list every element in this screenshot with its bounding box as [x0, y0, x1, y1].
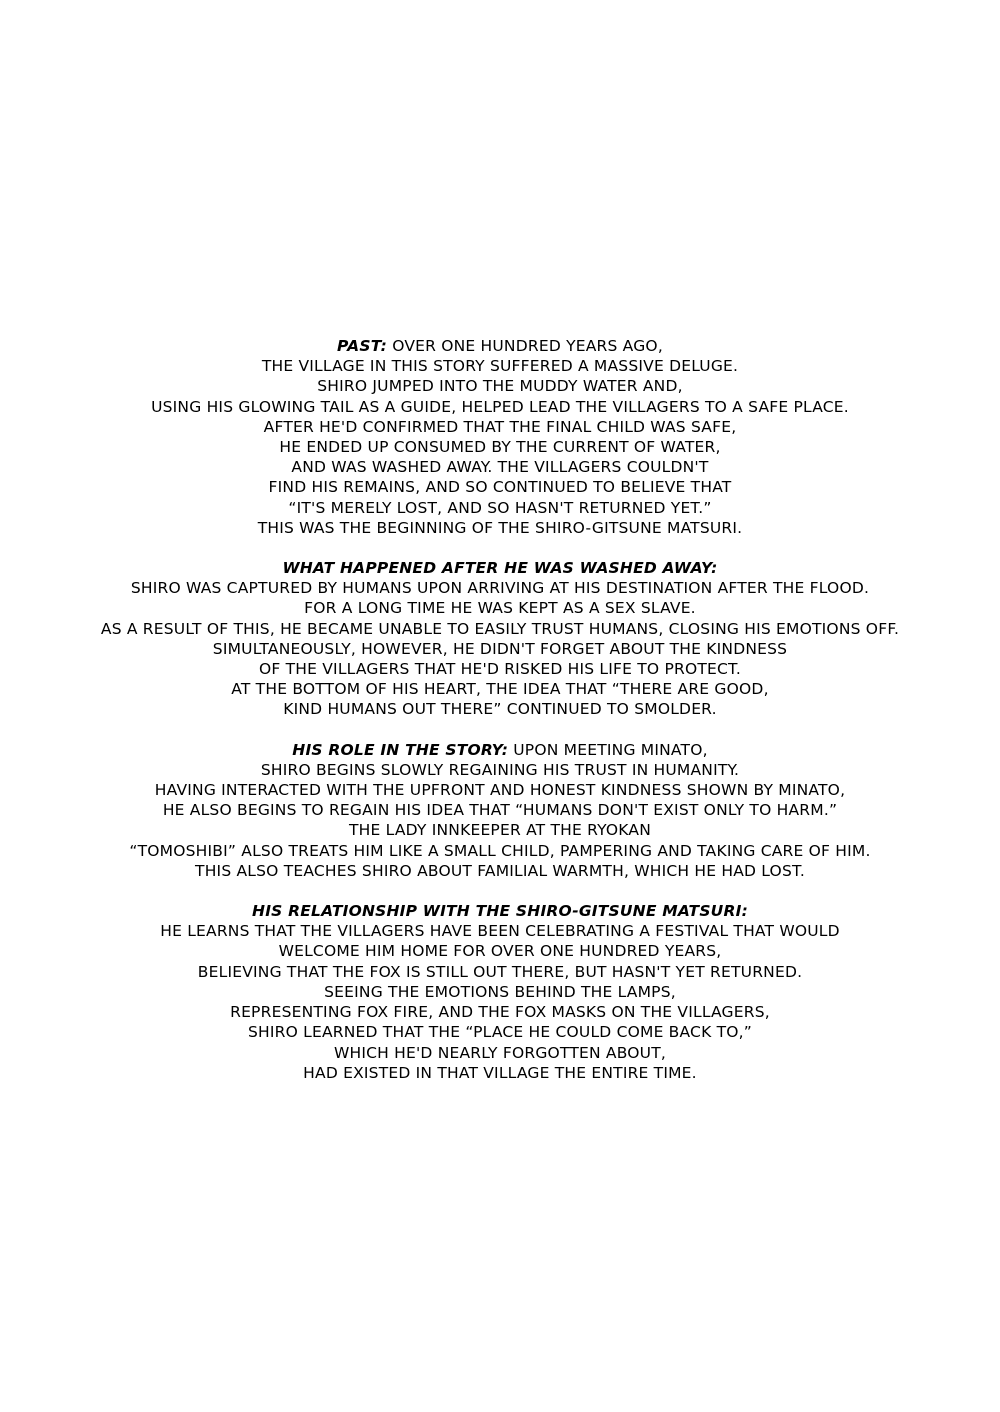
line-text: THIS ALSO TEACHES SHIRO ABOUT FAMILIAL WARMTH, WHICH HE HAD LOST.: [195, 861, 805, 880]
line-text: HE ENDED UP CONSUMED BY THE CURRENT OF WATER,: [279, 438, 721, 457]
line-text: THE VILLAGE IN THIS STORY SUFFERED A MASSIVE DELUGE.: [261, 357, 739, 376]
line-text: FOR A LONG TIME HE WAS KEPT AS A SEX SLAVE.: [304, 599, 696, 618]
line-text: SEEING THE EMOTIONS BEHIND THE LAMPS,: [324, 982, 676, 1001]
line-text: WHICH HE'D NEARLY FORGOTTEN ABOUT,: [333, 1043, 667, 1062]
line-text: FIND HIS REMAINS, AND SO CONTINUED TO BELIEVE THAT: [268, 478, 732, 497]
line-text: HAVING INTERACTED WITH THE UPFRONT AND HONEST KINDNESS SHOWN BY MINATO,: [154, 781, 846, 800]
line-text: AFTER HE'D CONFIRMED THAT THE FINAL CHILD WAS SAFE,: [263, 417, 737, 436]
line-text: KIND HUMANS OUT THERE” CONTINUED TO SMOLDER.: [283, 700, 717, 719]
section-heading: PAST:: [337, 337, 388, 355]
line-text: OVER ONE HUNDRED YEARS AGO,: [387, 337, 663, 355]
line-text: AT THE BOTTOM OF HIS HEART, THE IDEA THAT “THERE ARE GOOD,: [231, 680, 769, 699]
section-heading: HIS RELATIONSHIP WITH THE SHIRO-GITSUNE MATSURI:: [252, 902, 748, 921]
line-text: “IT'S MERELY LOST, AND SO HASN'T RETURNED YET.”: [288, 498, 712, 517]
section-heading: HIS ROLE IN THE STORY:: [292, 740, 509, 759]
line-text: UPON MEETING MINATO,: [508, 740, 708, 759]
section-after-washed-away: [0, 558, 1000, 720]
section-line: [0, 336, 1000, 356]
section-relationship-with-matsuri: [0, 901, 1000, 1083]
line-text: USING HIS GLOWING TAIL AS A GUIDE, HELPED LEAD THE VILLAGERS TO A SAFE PLACE.: [151, 397, 849, 416]
line-text: AND WAS WASHED AWAY. THE VILLAGERS COULDN'T: [291, 458, 709, 477]
line-text: HE ALSO BEGINS TO REGAIN HIS IDEA THAT “HUMANS DON'T EXIST ONLY TO HARM.”: [162, 801, 838, 820]
line-text: SHIRO BEGINS SLOWLY REGAINING HIS TRUST IN HUMANITY.: [260, 760, 740, 779]
line-text: THE LADY INNKEEPER AT THE RYOKAN: [349, 821, 651, 840]
line-text: HE LEARNS THAT THE VILLAGERS HAVE BEEN CELEBRATING A FESTIVAL THAT WOULD: [160, 922, 840, 941]
section-heading: WHAT HAPPENED AFTER HE WAS WASHED AWAY:: [282, 559, 718, 578]
line-text: OF THE VILLAGERS THAT HE'D RISKED HIS LIFE TO PROTECT.: [258, 660, 742, 679]
line-text: HAD EXISTED IN THAT VILLAGE THE ENTIRE TIME.: [303, 1063, 697, 1082]
line-text: THIS WAS THE BEGINNING OF THE SHIRO-GITSUNE MATSURI.: [257, 518, 743, 537]
line-text: WELCOME HIM HOME FOR OVER ONE HUNDRED YEARS,: [278, 942, 722, 961]
line-text: “TOMOSHIBI” ALSO TREATS HIM LIKE A SMALL CHILD, PAMPERING AND TAKING CARE OF HIM.: [129, 841, 871, 860]
line-text: SHIRO LEARNED THAT THE “PLACE HE COULD COME BACK TO,”: [247, 1023, 752, 1042]
section-role-in-story: [0, 740, 1000, 881]
section-line: [0, 740, 1000, 760]
character-profile-text: [0, 336, 1000, 1103]
line-text: SHIRO JUMPED INTO THE MUDDY WATER AND,: [317, 377, 683, 396]
line-text: REPRESENTING FOX FIRE, AND THE FOX MASKS ON THE VILLAGERS,: [230, 1003, 770, 1022]
line-text: SIMULTANEOUSLY, HOWEVER, HE DIDN'T FORGET ABOUT THE KINDNESS: [212, 639, 788, 658]
line-text: AS A RESULT OF THIS, HE BECAME UNABLE TO EASILY TRUST HUMANS, CLOSING HIS EMOTIONS OFF.: [100, 619, 900, 638]
line-text: SHIRO WAS CAPTURED BY HUMANS UPON ARRIVING AT HIS DESTINATION AFTER THE FLOOD.: [130, 579, 870, 598]
section-past: [0, 336, 1000, 538]
line-text: BELIEVING THAT THE FOX IS STILL OUT THERE, BUT HASN'T YET RETURNED.: [197, 962, 803, 981]
